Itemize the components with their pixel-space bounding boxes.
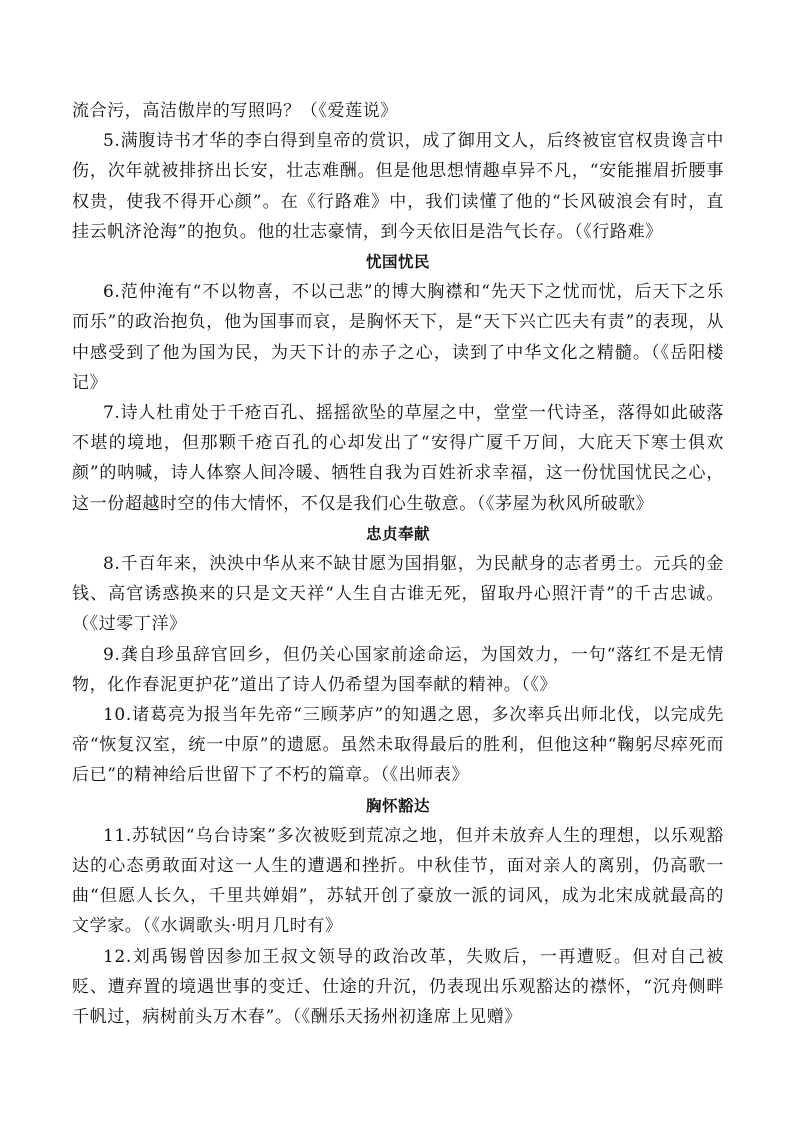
para-item-5: 5.满腹诗书才华的李白得到皇帝的赏识，成了御用文人，后终被宦官权贵谗言中伤，次年就被排挤出长安，壮志难酬。但是他思想情趣卓异不凡，“安能摧眉折腰事权贵，使我不得开心颜”。在《行路难》中，我们读懂了他的“长风破浪会有时，直挂云帆济沧海”的抱负。他的壮志豪情，到今天依旧是浩气长存。（《行路难》 (72, 131, 724, 242)
section-heading-zhongzhen: 忠贞奉献 (365, 524, 430, 543)
para-item-6: 6.范仲淹有“不以物喜，不以己悲”的博大胸襟和“先天下之忧而忧，后天下之乐而乐”的政治抱负，他为国事而哀，是胸怀天下，是“天下兴亡匹夫有责”的表现，从中感受到了他为国为民，为天下计的赤子之心，读到了中华文化之精髓。（《岳阳楼记》 (72, 282, 724, 393)
para-item-10: 10.诸葛亮为报当年先帝“三顾茅庐”的知遇之恩，多次率兵出师北伐，以完成先帝“恢复汉室，统一中原”的遗愿。虽然未取得最后的胜利，但他这种“鞠躬尽瘁死而后已”的精神给后世留下了不朽的篇章。（《出师表》 (72, 705, 724, 786)
para-item-7: 7.诗人杜甫处于千疮百孔、摇摇欲坠的草屋之中，堂堂一代诗圣，落得如此破落不堪的境地，但那颗千疮百孔的心却发出了“安得广厦千万间，大庇天下寒士俱欢颜”的呐喊，诗人体察人间冷暖、牺牲自我为百姓祈求幸福，这一份忧国忧民之心，这一份超越时空的伟大情怀，不仅是我们心生敬意。（《茅屋为秋风所破歌》 (72, 403, 724, 514)
para-item-8: 8.千百年来，泱泱中华从来不缺甘愿为国捐躯，为民献身的志者勇士。元兵的金钱、高官诱惑换来的只是文天祥“人生自古谁无死，留取丹心照汗青”的千古忠诚。（《过零丁洋》 (72, 554, 724, 635)
para-item-12: 12.刘禹锡曾因参加王叔文领导的政治改革，失败后，一再遭贬。但对自己被贬、遭弃置的境遇世事的变迁、仕途的升沉，仍表现出乐观豁达的襟怀，“沉舟侧畔千帆过，病树前头万木春”。（《酬乐天扬州初逢席上见赠》 (72, 946, 724, 1028)
para-item-11: 11.苏轼因“乌台诗案”多次被贬到荒凉之地，但并未放弃人生的理想，以乐观豁达的心态勇敢面对这一人生的遭遇和挫折。中秋佳节，面对亲人的离别，仍高歌一曲“但愿人长久，千里共婵娟”，苏轼开创了豪放一派的词风，成为北宋成就最高的文学家。（《水调歌头·明月几时有》 (72, 825, 724, 937)
section-heading-xionghuai: 胸怀豁达 (365, 796, 430, 815)
section-heading-youguo: 忧国忧民 (365, 253, 430, 272)
para-continued-4: 流合污，高洁傲岸的写照吗？（《爱莲说》 (72, 101, 398, 121)
document-page (72, 96, 724, 1032)
para-item-9: 9.龚自珍虽辞官回乡，但仍关心国家前途命运，为国效力，一句“落红不是无情物，化作春泥更护花”道出了诗人仍希望为国奉献的精神。（《》 (72, 644, 724, 695)
